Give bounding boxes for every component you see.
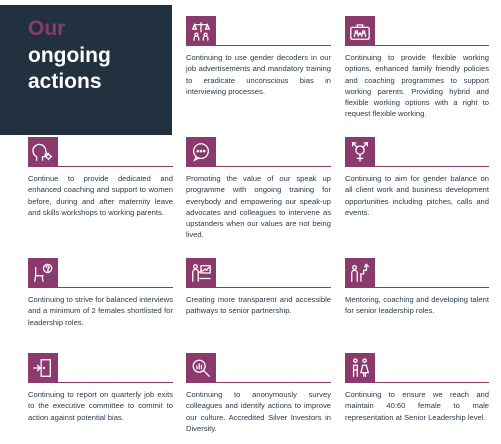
action-text: Continuing to strive for balanced interviews and a minimum of 2 females shortlisted for leadership roles. bbox=[28, 295, 173, 327]
card-divider bbox=[216, 382, 331, 383]
hero-title-line-1: Our bbox=[28, 17, 66, 40]
card-divider bbox=[375, 166, 489, 167]
chair-question-icon bbox=[28, 258, 58, 288]
action-card bbox=[186, 16, 331, 97]
action-card bbox=[28, 137, 173, 218]
scales-people-icon bbox=[186, 16, 216, 46]
speech-bubble-icon bbox=[186, 137, 216, 167]
action-card bbox=[345, 137, 489, 218]
action-card bbox=[186, 137, 331, 241]
man-woman-icon bbox=[345, 353, 375, 383]
action-card bbox=[345, 258, 489, 317]
hero-title-line-2: ongoing bbox=[28, 44, 111, 67]
card-divider bbox=[216, 166, 331, 167]
action-text: Continue to provide dedicated and enhanced coaching and support to women before, during and after maternity leave and skills workshops to working parents. bbox=[28, 174, 173, 217]
action-text: Continuing to provide flexible working options, enhanced family friendly policies and coaching programmes to support working parents. Providing hybrid and flexible working options with a right to request flexible working. bbox=[345, 53, 489, 119]
card-divider bbox=[375, 382, 489, 383]
magnifier-chart-icon bbox=[186, 353, 216, 383]
card-divider bbox=[58, 287, 173, 288]
action-text: Promoting the value of our speak up programme with ongoing training for everybody and empowering our speak-up advocates and colleagues to intervene as upstanders when our values are not being lived. bbox=[186, 174, 331, 240]
card-divider bbox=[58, 166, 173, 167]
action-text: Continuing to use gender decoders in our job advertisements and mandatory training to eradicate unconscious bias in interviewing processes. bbox=[186, 53, 331, 96]
card-divider bbox=[375, 287, 489, 288]
action-card bbox=[345, 353, 489, 423]
action-card bbox=[186, 258, 331, 317]
gender-symbol-icon bbox=[345, 137, 375, 167]
card-divider bbox=[375, 45, 489, 46]
hero-panel bbox=[0, 5, 172, 135]
briefcase-family-icon bbox=[345, 16, 375, 46]
action-text: Continuing to report on quarterly job exits to the executive committee to commit to action against potential bias. bbox=[28, 390, 173, 422]
action-card bbox=[345, 16, 489, 120]
mentor-growth-icon bbox=[345, 258, 375, 288]
card-divider bbox=[216, 45, 331, 46]
action-card bbox=[28, 353, 173, 423]
action-text: Continuing to anonymously survey colleagues and identify actions to improve our culture. Accredited Silver Investors in Diversity. bbox=[186, 390, 331, 433]
presenter-chart-icon bbox=[186, 258, 216, 288]
action-text: Continuing to aim for gender balance on all client work and business development opportunities including pitches, calls and events. bbox=[345, 174, 489, 217]
hero-title-line-3: actions bbox=[28, 70, 102, 93]
card-divider bbox=[58, 382, 173, 383]
mind-gear-icon bbox=[28, 137, 58, 167]
action-text: Continuing to ensure we reach and maintain 40:60 female to male representation at Senior Leadership level. bbox=[345, 390, 489, 422]
action-card bbox=[28, 258, 173, 328]
exit-door-icon bbox=[28, 353, 58, 383]
card-divider bbox=[216, 287, 331, 288]
action-text: Creating more transparent and accessible pathways to senior partnership. bbox=[186, 295, 331, 316]
action-text: Mentoring, coaching and developing talent for senior leadership roles. bbox=[345, 295, 489, 316]
action-card bbox=[186, 353, 331, 434]
